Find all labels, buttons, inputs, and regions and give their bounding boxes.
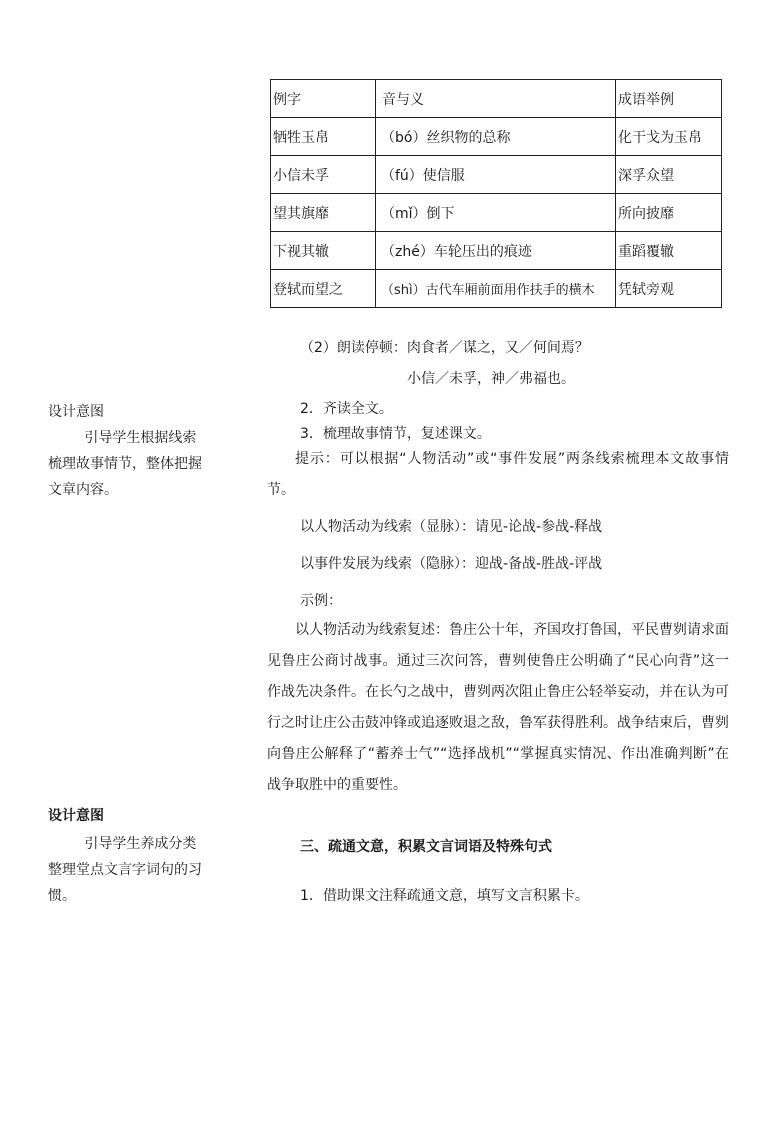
design-intent-title: 设计意图 — [48, 808, 104, 824]
step-read-aloud: 2．齐读全文。 — [300, 401, 393, 417]
table-header-row — [271, 80, 722, 118]
design-intent-text: 引导学生根据线索梳理故事情节，整体把握文章内容。 — [48, 430, 202, 498]
clue-events: 以事件发展为线索（隐脉）：迎战-备战-胜战-评战 — [300, 556, 603, 572]
section-3-step-1: 1．借助课文注释疏通文意，填写文言积累卡。 — [300, 888, 589, 904]
word-cell: 小信未孚 — [271, 156, 376, 194]
idiom-cell: 深孚众望 — [616, 156, 722, 194]
idiom-cell: 化干戈为玉帛 — [616, 118, 722, 156]
idiom-cell: 所向披靡 — [616, 194, 722, 232]
example-paragraph: 以人物活动为线索复述：鲁庄公十年，齐国攻打鲁国，平民曹刿请求面见鲁庄公商讨战事。通过三次问答，曹刿使鲁庄公明确了“民心向背”这一作战先决条件。在长勺之战中，曹刿两次阻止鲁庄公轻举妄动，并在认为可行之时让庄公击鼓冲锋或追逐败退之敌，鲁军获得胜利。战争结束后，曹刿向鲁庄公解释了“蓄养士气”“选择战机”“掌握真实情况、作出准确判断”在战争取胜中的重要性。 — [267, 622, 729, 793]
vocabulary-table — [270, 79, 722, 308]
meaning-cell: （fú）使信服 — [376, 156, 616, 194]
idiom-cell: 重蹈覆辙 — [616, 232, 722, 270]
word-cell: 下视其辙 — [271, 232, 376, 270]
step-retell: 3．梳理故事情节，复述课文。 — [300, 426, 491, 442]
design-intent-1 — [48, 399, 206, 503]
idiom-cell: 凭轼旁观 — [616, 270, 722, 308]
table-row — [271, 232, 722, 270]
header-cell: 成语举例 — [616, 80, 722, 118]
section-3-heading: 三、疏通文意，积累文言词语及特殊句式 — [300, 839, 552, 855]
meaning-cell: （shì）古代车厢前面用作扶手的横木 — [376, 270, 616, 308]
table-row — [271, 156, 722, 194]
meaning-cell: （zhé）车轮压出的痕迹 — [376, 232, 616, 270]
reading-pause-line-1: （2）朗读停顿：肉食者／谋之，又／何间焉？ — [300, 340, 589, 356]
table-row — [271, 118, 722, 156]
word-cell: 牺牲玉帛 — [271, 118, 376, 156]
hint-paragraph: 提示：可以根据“人物活动”或“事件发展”两条线索梳理本文故事情节。 — [267, 451, 729, 498]
design-intent-text: 引导学生养成分类整理堂点文言字词句的习惯。 — [48, 836, 202, 904]
design-intent-title: 设计意图 — [48, 404, 104, 420]
table-row — [271, 194, 722, 232]
header-cell: 例字 — [271, 80, 376, 118]
word-cell: 望其旗靡 — [271, 194, 376, 232]
reading-pause-line-2: 小信／未孚，神／弗福也。 — [407, 371, 575, 387]
word-cell: 登轼而望之 — [271, 270, 376, 308]
meaning-cell: （mǐ）倒下 — [376, 194, 616, 232]
header-cell: 音与义 — [376, 80, 616, 118]
clue-people: 以人物活动为线索（显脉）：请见-论战-参战-释战 — [300, 519, 603, 535]
meaning-cell: （bó）丝织物的总称 — [376, 118, 616, 156]
example-label: 示例： — [300, 593, 342, 609]
table-row — [271, 270, 722, 308]
design-intent-2 — [48, 803, 206, 909]
